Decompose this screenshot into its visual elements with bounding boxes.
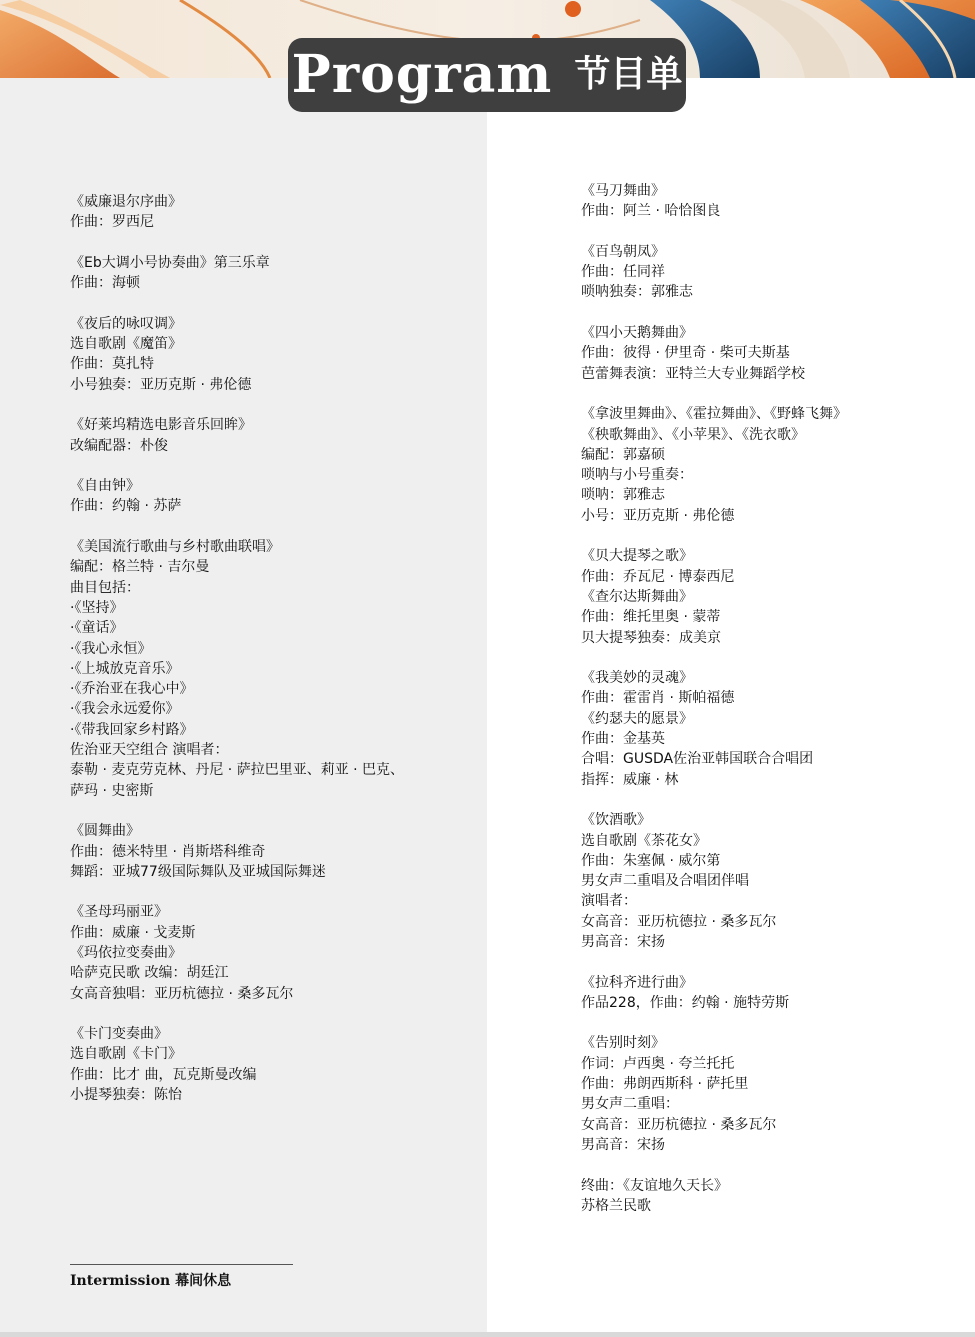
program-item-detail: 舞蹈：亚城77级国际舞队及亚城国际舞迷	[70, 863, 326, 880]
program-item-detail: 男女声二重唱及合唱团伴唱	[581, 873, 749, 890]
program-item-detail: 女高音独唱：亚历杭德拉 · 桑多瓦尔	[70, 985, 294, 1002]
program-item-detail: 作曲：弗朗西斯科 · 萨托里	[581, 1076, 749, 1093]
program-item	[581, 810, 961, 952]
program-item-detail: ·《童话》	[70, 620, 124, 637]
program-item-title: 《饮酒歌》	[581, 812, 651, 829]
program-item-detail: 佐治亚天空组合 演唱者：	[70, 742, 229, 759]
program-item-title: 《告别时刻》	[581, 1035, 665, 1052]
intermission-zh: 幕间休息	[175, 1273, 232, 1289]
program-item-detail: 《玛依拉变奏曲》	[70, 944, 182, 961]
program-item-detail: 作曲：阿兰 · 哈恰图良	[581, 203, 721, 220]
program-list-left	[70, 192, 470, 1126]
program-item-detail: 选自歌剧《茶花女》	[581, 832, 707, 849]
program-item	[581, 973, 961, 1014]
program-item-title: 《我美妙的灵魂》	[581, 670, 693, 687]
program-item-title: 《拿波里舞曲》、《霍拉舞曲》、《野蜂飞舞》	[581, 406, 847, 423]
program-item-detail: 泰勒 · 麦克劳克林、丹尼 · 萨拉巴里亚、莉亚 · 巴克、	[70, 762, 405, 779]
program-item	[70, 253, 470, 294]
program-item	[70, 415, 470, 456]
program-item-detail: 唢呐：郭雅志	[581, 487, 665, 504]
program-item-detail: 贝大提琴独奏：成美京	[581, 629, 721, 646]
program-item	[70, 821, 470, 882]
program-item-detail: 编配：格兰特 · 吉尔曼	[70, 559, 210, 576]
program-item-detail: ·《坚持》	[70, 599, 124, 616]
program-item-detail: 女高音：亚历杭德拉 · 桑多瓦尔	[581, 1116, 777, 1133]
program-item-title: 《马刀舞曲》	[581, 183, 665, 199]
program-item-detail: ·《我心永恒》	[70, 640, 152, 657]
program-item-detail: 男高音：宋扬	[581, 933, 665, 950]
program-item-detail: 作曲：威廉 · 戈麦斯	[70, 924, 196, 941]
program-item-detail: 《约瑟夫的愿景》	[581, 710, 693, 727]
program-item	[70, 476, 470, 517]
program-item-detail: 作曲：莫扎特	[70, 356, 154, 373]
program-item-title: 《美国流行歌曲与乡村歌曲联唱》	[70, 539, 280, 556]
program-item-detail: 作品228，作曲：约翰 · 施特劳斯	[581, 994, 790, 1011]
program-item	[70, 314, 470, 395]
program-item-title: 《四小天鹅舞曲》	[581, 325, 693, 342]
program-item-detail: 演唱者：	[581, 893, 637, 910]
program-item-title: 《Eb大调小号协奏曲》第三乐章	[70, 254, 270, 271]
page-title-zh: 节目单	[574, 54, 683, 95]
program-item	[581, 181, 961, 222]
program-item	[581, 546, 961, 647]
program-item-detail: 作曲：罗西尼	[70, 214, 154, 231]
program-item-detail: 作曲：乔瓦尼 · 博泰西尼	[581, 568, 735, 585]
intermission-label	[70, 1271, 231, 1291]
program-item-detail: 作曲：任同祥	[581, 264, 665, 281]
program-item-detail: 作曲：金基英	[581, 731, 665, 748]
program-item	[581, 404, 961, 526]
program-item-detail: ·《乔治亚在我心中》	[70, 681, 194, 698]
program-item-detail: 女高音：亚历杭德拉 · 桑多瓦尔	[581, 913, 777, 930]
program-item-detail: 男女声二重唱：	[581, 1096, 679, 1113]
program-item-title: 《拉科齐进行曲》	[581, 974, 693, 991]
program-item	[70, 537, 470, 801]
intermission-en: Intermission	[70, 1273, 171, 1289]
program-item-detail: 作曲：霍雷肖 · 斯帕福德	[581, 690, 735, 707]
program-list-right	[581, 181, 961, 1236]
program-item-title: 《圣母玛丽亚》	[70, 904, 168, 921]
program-item-detail: 苏格兰民歌	[581, 1197, 651, 1214]
program-item	[581, 1176, 961, 1217]
program-item-detail: 改编配器：朴俊	[70, 437, 168, 454]
program-item-detail: ·《带我回家乡村路》	[70, 721, 194, 738]
program-item-title: 终曲：《友谊地久天长》	[581, 1177, 728, 1194]
program-item-detail: 选自歌剧《卡门》	[70, 1046, 182, 1063]
program-item	[581, 242, 961, 303]
program-item-detail: 作曲：约翰 · 苏萨	[70, 498, 182, 515]
intermission-divider	[70, 1264, 293, 1265]
program-item-detail: 唢呐与小号重奏：	[581, 467, 693, 484]
program-item-detail: 作曲：比才 曲，瓦克斯曼改编	[70, 1066, 257, 1083]
page-title-en: Program	[291, 44, 553, 105]
program-item-title: 《自由钟》	[70, 478, 140, 495]
program-item	[70, 1024, 470, 1105]
program-item-detail: 作曲：海顿	[70, 275, 140, 292]
program-item-detail: 《查尔达斯舞曲》	[581, 588, 693, 605]
page-bottom-edge	[0, 1332, 975, 1337]
program-item-detail: ·《上城放克音乐》	[70, 660, 180, 677]
program-item-title: 《好莱坞精选电影音乐回眸》	[70, 417, 252, 434]
program-item-detail: 唢呐独奏：郭雅志	[581, 284, 693, 301]
program-item-title: 《贝大提琴之歌》	[581, 548, 693, 565]
program-item-detail: 作词：卢西奥 · 夸兰托托	[581, 1055, 735, 1072]
program-item-detail: 选自歌剧《魔笛》	[70, 336, 182, 353]
program-item-detail: 编配：郭嘉硕	[581, 446, 665, 463]
program-title-badge	[288, 38, 686, 112]
program-item-detail: ·《我会永远爱你》	[70, 701, 180, 718]
program-item-detail: 合唱：GUSDA佐治亚韩国联合合唱团	[581, 751, 814, 768]
program-item-detail: 曲目包括：	[70, 579, 140, 596]
program-item	[70, 902, 470, 1003]
program-item-detail: 作曲：彼得 · 伊里奇 · 柴可夫斯基	[581, 345, 790, 362]
program-item-detail: 小提琴独奏：陈怡	[70, 1087, 182, 1104]
program-item-detail: 萨玛 · 史密斯	[70, 782, 154, 799]
program-item-detail: 哈萨克民歌 改编：胡廷江	[70, 965, 229, 982]
program-item-detail: 作曲：德米特里 · 肖斯塔科维奇	[70, 843, 266, 860]
program-item	[581, 1033, 961, 1155]
program-item-detail: 《秧歌舞曲》、《小苹果》、《洗衣歌》	[581, 426, 805, 443]
program-item	[581, 323, 961, 384]
program-item-title: 《卡门变奏曲》	[70, 1026, 168, 1043]
program-item-detail: 芭蕾舞表演：亚特兰大专业舞蹈学校	[581, 365, 805, 382]
program-item-detail: 作曲：朱塞佩 · 威尔第	[581, 852, 721, 869]
program-item	[70, 192, 470, 233]
program-item-title: 《威廉退尔序曲》	[70, 194, 182, 210]
program-item-detail: 指挥：威廉 · 林	[581, 771, 679, 788]
program-item-detail: 男高音：宋扬	[581, 1136, 665, 1153]
program-item-title: 《百鸟朝凤》	[581, 243, 665, 260]
program-item-detail: 小号独奏：亚历克斯 · 弗伦德	[70, 376, 252, 393]
program-item-detail: 小号：亚历克斯 · 弗伦德	[581, 507, 735, 524]
program-item-title: 《圆舞曲》	[70, 823, 140, 840]
program-item-title: 《夜后的咏叹调》	[70, 315, 182, 332]
program-item-detail: 作曲：维托里奥 · 蒙蒂	[581, 609, 721, 626]
program-item	[581, 668, 961, 790]
